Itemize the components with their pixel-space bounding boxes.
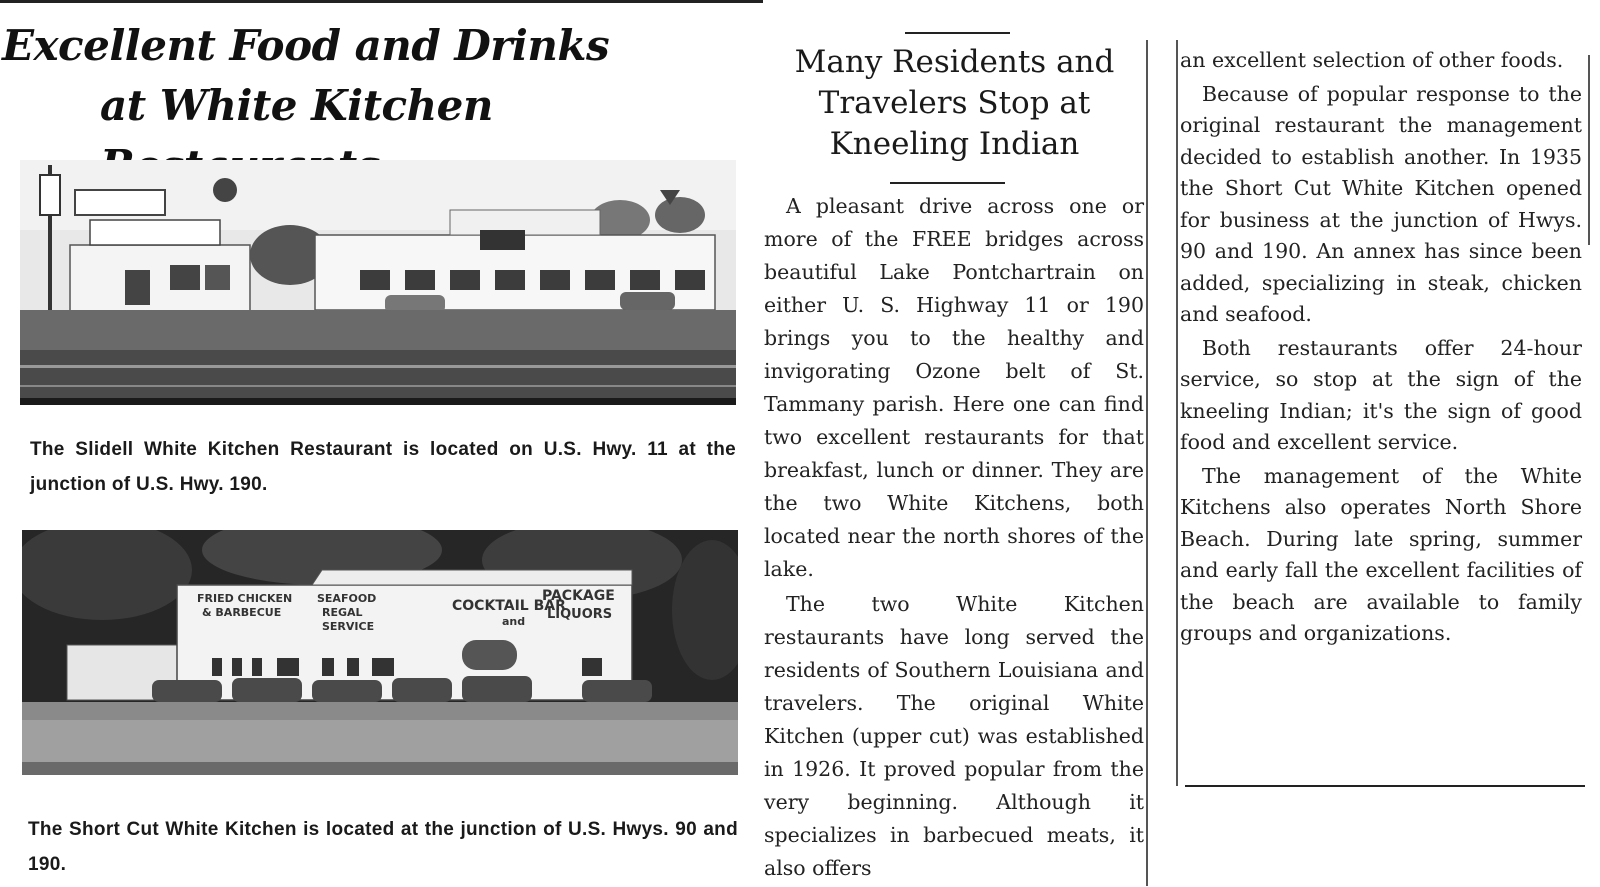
story-paragraph: an excellent selection of other foods. (1180, 48, 1564, 72)
top-rule (0, 0, 763, 3)
headline-line-1: Excellent Food and Drinks (2, 21, 610, 70)
story-paragraph: The management of the White Kitchens also operates North Shore Beach. During late spring, summer and early fall the excellent facilities of the beach are available to family groups and organizations. (1180, 463, 1582, 645)
svg-text:SERVICE: SERVICE (322, 620, 375, 633)
svg-text:& BARBECUE: & BARBECUE (202, 606, 282, 619)
column-divider (1176, 40, 1178, 786)
story-paragraph: Because of popular response to the original restaurant the management decided to establish another. In 1935 the Short Cut White Kitchen opened for business at the junction of Hwys. 90 and 190. An annex has since been added, specializing in steak, chicken and seafood. (1180, 81, 1582, 326)
svg-text:COCKTAIL BAR: COCKTAIL BAR (452, 598, 566, 614)
photo-slidell-caption: The Slidell White Kitchen Restaurant is located on U.S. Hwy. 11 at the junction of U.S. Hwy. 190. (30, 439, 736, 495)
story-paragraph: The two White Kitchen restaurants have long served the residents of Southern Louisiana and travelers. The original White Kitchen (upper cut) was established in 1926. It proved popular from the very beginning. Although it specializes in barbecued meats, it also offers (764, 592, 1144, 880)
story-right-column (1180, 45, 1582, 652)
subhead-line-1: Many Residents and (794, 44, 1115, 80)
story-middle-column (764, 190, 1144, 887)
subhead-line-3: Kneeling Indian (829, 126, 1080, 162)
svg-text:FRIED CHICKEN: FRIED CHICKEN (197, 592, 293, 605)
column-divider (1146, 40, 1148, 886)
photo-short-cut-caption: The Short Cut White Kitchen is located at the junction of U.S. Hwys. 90 and 190. (28, 819, 738, 875)
story-paragraph: A pleasant drive across one or more of the FREE bridges across beautiful Lake Pontchartrain on either U. S. Highway 11 or 190 brings you to the healthy and invigorating Ozone belt of St. Tammany parish. Here one can find two excellent restaurants for that breakfast, lunch or dinner. They are the two White Kitchens, both located near the north shores of the lake. (764, 194, 1144, 581)
svg-text:SEAFOOD: SEAFOOD (317, 592, 377, 605)
column-divider (1588, 55, 1590, 245)
photo-slidell-image (20, 160, 736, 405)
subhead-top-rule (905, 32, 1010, 34)
svg-text:and: and (502, 615, 526, 628)
subhead-bottom-rule (890, 182, 1005, 184)
subhead (763, 42, 1146, 165)
headline-line-2: at White Kitchen (100, 81, 493, 130)
photo-short-cut-white-kitchen (22, 530, 738, 775)
photo-short-cut-image (22, 530, 738, 775)
svg-text:PACKAGE: PACKAGE (542, 588, 615, 604)
subhead-line-2: Travelers Stop at (818, 85, 1091, 121)
svg-text:REGAL: REGAL (322, 606, 363, 619)
svg-text:LIQUORS: LIQUORS (547, 607, 613, 622)
photo-slidell-white-kitchen (20, 160, 736, 405)
story-end-rule (1185, 785, 1585, 787)
story-paragraph: Both restaurants offer 24-hour service, so stop at the sign of the kneeling Indian; it's the sign of good food and excellent service. (1180, 335, 1582, 454)
